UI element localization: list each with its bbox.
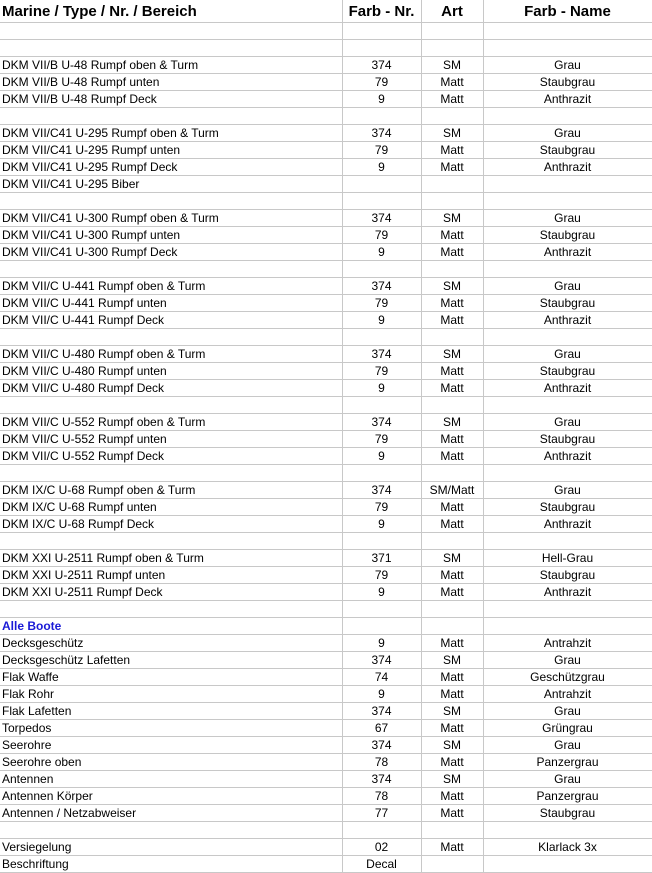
cell-bereich: Antennen	[0, 771, 342, 788]
table-row	[0, 244, 652, 261]
header-bereich: Marine / Type / Nr. / Bereich	[0, 0, 342, 23]
cell-farb-nr	[342, 193, 421, 210]
cell-bereich	[0, 108, 342, 125]
cell-bereich: DKM VII/C41 U-295 Rumpf unten	[0, 142, 342, 159]
table-row	[0, 618, 652, 635]
cell-farb-name: Grau	[483, 346, 652, 363]
cell-farb-nr: 79	[342, 295, 421, 312]
cell-farb-nr: 74	[342, 669, 421, 686]
cell-art	[421, 176, 483, 193]
cell-bereich: DKM VII/C41 U-295 Biber	[0, 176, 342, 193]
cell-farb-name: Staubgrau	[483, 567, 652, 584]
header-farb-nr: Farb - Nr.	[342, 0, 421, 23]
cell-art: Matt	[421, 635, 483, 652]
table-row	[0, 312, 652, 329]
cell-farb-nr: 9	[342, 312, 421, 329]
cell-art: Matt	[421, 448, 483, 465]
table-row	[0, 431, 652, 448]
cell-farb-nr: 9	[342, 516, 421, 533]
cell-farb-nr: 79	[342, 567, 421, 584]
cell-bereich	[0, 23, 342, 40]
cell-farb-name: Anthrazit	[483, 91, 652, 108]
cell-bereich	[0, 601, 342, 618]
section-label: Alle Boote	[0, 618, 342, 635]
cell-bereich: DKM VII/B U-48 Rumpf Deck	[0, 91, 342, 108]
table-row	[0, 584, 652, 601]
cell-farb-name	[483, 618, 652, 635]
cell-art: Matt	[421, 516, 483, 533]
cell-farb-nr: 374	[342, 771, 421, 788]
table-row	[0, 652, 652, 669]
cell-farb-nr: 374	[342, 278, 421, 295]
cell-farb-name: Staubgrau	[483, 431, 652, 448]
table-row	[0, 635, 652, 652]
table-row	[0, 346, 652, 363]
cell-art	[421, 108, 483, 125]
cell-farb-nr: 374	[342, 482, 421, 499]
cell-farb-name: Staubgrau	[483, 295, 652, 312]
cell-farb-name: Panzergrau	[483, 788, 652, 805]
cell-art: SM	[421, 414, 483, 431]
cell-farb-name: Grau	[483, 414, 652, 431]
table-row	[0, 720, 652, 737]
table-row	[0, 669, 652, 686]
cell-bereich: DKM VII/C U-552 Rumpf oben & Turm	[0, 414, 342, 431]
cell-bereich: Decksgeschütz Lafetten	[0, 652, 342, 669]
cell-art	[421, 465, 483, 482]
cell-farb-nr: 67	[342, 720, 421, 737]
cell-bereich: DKM VII/C U-441 Rumpf oben & Turm	[0, 278, 342, 295]
cell-art: Matt	[421, 754, 483, 771]
cell-farb-name: Anthrazit	[483, 584, 652, 601]
cell-bereich: DKM VII/C U-552 Rumpf unten	[0, 431, 342, 448]
cell-farb-nr	[342, 23, 421, 40]
table-row	[0, 40, 652, 57]
table-body	[0, 23, 652, 873]
cell-farb-name	[483, 822, 652, 839]
cell-farb-nr	[342, 533, 421, 550]
cell-farb-name: Grau	[483, 652, 652, 669]
cell-art: Matt	[421, 499, 483, 516]
cell-farb-nr: 79	[342, 363, 421, 380]
cell-farb-name: Anthrazit	[483, 312, 652, 329]
cell-farb-name: Grau	[483, 771, 652, 788]
cell-art: SM	[421, 57, 483, 74]
cell-farb-nr: 9	[342, 380, 421, 397]
cell-art: Matt	[421, 839, 483, 856]
table-row	[0, 108, 652, 125]
cell-art: Matt	[421, 363, 483, 380]
cell-farb-nr: 79	[342, 431, 421, 448]
table-row	[0, 839, 652, 856]
cell-farb-name: Grau	[483, 737, 652, 754]
cell-art: Matt	[421, 74, 483, 91]
table-row	[0, 550, 652, 567]
table-row	[0, 465, 652, 482]
table-row	[0, 227, 652, 244]
cell-art	[421, 329, 483, 346]
cell-farb-nr: 374	[342, 737, 421, 754]
cell-farb-name	[483, 23, 652, 40]
table-row	[0, 805, 652, 822]
cell-farb-nr: 79	[342, 499, 421, 516]
cell-farb-nr: 78	[342, 754, 421, 771]
cell-art: Matt	[421, 669, 483, 686]
cell-farb-nr: 371	[342, 550, 421, 567]
cell-bereich: DKM IX/C U-68 Rumpf unten	[0, 499, 342, 516]
cell-art: SM	[421, 125, 483, 142]
cell-farb-nr: 79	[342, 74, 421, 91]
header-art: Art	[421, 0, 483, 23]
cell-farb-name: Staubgrau	[483, 142, 652, 159]
cell-art: SM	[421, 346, 483, 363]
cell-farb-nr	[342, 822, 421, 839]
cell-farb-nr: 374	[342, 57, 421, 74]
cell-farb-name: Antrahzit	[483, 686, 652, 703]
cell-bereich: Beschriftung	[0, 856, 342, 873]
table-row	[0, 210, 652, 227]
cell-art: Matt	[421, 312, 483, 329]
cell-bereich: Decksgeschütz	[0, 635, 342, 652]
cell-farb-name	[483, 261, 652, 278]
cell-farb-nr: 9	[342, 635, 421, 652]
cell-farb-nr: Decal	[342, 856, 421, 873]
cell-farb-name: Grau	[483, 703, 652, 720]
table-row	[0, 703, 652, 720]
cell-art	[421, 397, 483, 414]
cell-bereich: DKM IX/C U-68 Rumpf Deck	[0, 516, 342, 533]
table-row	[0, 754, 652, 771]
cell-farb-name: Anthrazit	[483, 516, 652, 533]
cell-bereich: DKM VII/C U-480 Rumpf unten	[0, 363, 342, 380]
cell-bereich: Flak Lafetten	[0, 703, 342, 720]
cell-bereich: Flak Rohr	[0, 686, 342, 703]
table-row	[0, 499, 652, 516]
cell-art: Matt	[421, 788, 483, 805]
table-row	[0, 686, 652, 703]
cell-farb-nr: 9	[342, 91, 421, 108]
cell-bereich	[0, 822, 342, 839]
table-row	[0, 295, 652, 312]
cell-art	[421, 23, 483, 40]
table-row	[0, 414, 652, 431]
cell-bereich: DKM VII/C41 U-295 Rumpf oben & Turm	[0, 125, 342, 142]
cell-farb-nr: 79	[342, 142, 421, 159]
cell-bereich	[0, 397, 342, 414]
cell-farb-nr: 77	[342, 805, 421, 822]
cell-farb-name: Grüngrau	[483, 720, 652, 737]
cell-bereich	[0, 329, 342, 346]
cell-bereich: DKM VII/C41 U-300 Rumpf unten	[0, 227, 342, 244]
table-row	[0, 482, 652, 499]
cell-art: Matt	[421, 244, 483, 261]
cell-art: Matt	[421, 720, 483, 737]
cell-bereich: DKM IX/C U-68 Rumpf oben & Turm	[0, 482, 342, 499]
cell-bereich: DKM XXI U-2511 Rumpf unten	[0, 567, 342, 584]
table-row	[0, 448, 652, 465]
cell-bereich: Torpedos	[0, 720, 342, 737]
cell-farb-name: Staubgrau	[483, 74, 652, 91]
cell-art: SM/Matt	[421, 482, 483, 499]
cell-art: Matt	[421, 142, 483, 159]
cell-art: SM	[421, 652, 483, 669]
cell-bereich: DKM VII/C U-480 Rumpf Deck	[0, 380, 342, 397]
cell-farb-name: Panzergrau	[483, 754, 652, 771]
table-row	[0, 261, 652, 278]
cell-farb-nr	[342, 465, 421, 482]
cell-bereich: Antennen Körper	[0, 788, 342, 805]
table-row	[0, 91, 652, 108]
cell-art: Matt	[421, 91, 483, 108]
table-row	[0, 397, 652, 414]
cell-bereich: DKM XXI U-2511 Rumpf oben & Turm	[0, 550, 342, 567]
table-row	[0, 278, 652, 295]
cell-farb-name	[483, 856, 652, 873]
cell-art	[421, 193, 483, 210]
cell-art: SM	[421, 771, 483, 788]
cell-art	[421, 261, 483, 278]
table-row	[0, 856, 652, 873]
header-farb-name: Farb - Name	[483, 0, 652, 23]
cell-farb-name	[483, 533, 652, 550]
cell-farb-nr: 9	[342, 686, 421, 703]
header-row	[0, 0, 652, 23]
cell-farb-nr: 374	[342, 414, 421, 431]
cell-bereich: DKM VII/C41 U-300 Rumpf Deck	[0, 244, 342, 261]
cell-farb-nr	[342, 108, 421, 125]
cell-bereich: Seerohre oben	[0, 754, 342, 771]
table-row	[0, 57, 652, 74]
cell-farb-nr: 374	[342, 346, 421, 363]
cell-farb-nr: 9	[342, 244, 421, 261]
cell-art	[421, 822, 483, 839]
cell-farb-nr: 374	[342, 125, 421, 142]
cell-art: Matt	[421, 227, 483, 244]
cell-bereich: DKM VII/C41 U-300 Rumpf oben & Turm	[0, 210, 342, 227]
cell-farb-name: Staubgrau	[483, 805, 652, 822]
cell-farb-name: Anthrazit	[483, 159, 652, 176]
cell-bereich: Seerohre	[0, 737, 342, 754]
cell-farb-nr: 9	[342, 448, 421, 465]
cell-farb-name	[483, 397, 652, 414]
cell-farb-nr	[342, 176, 421, 193]
cell-farb-name: Grau	[483, 210, 652, 227]
cell-bereich: DKM VII/C U-552 Rumpf Deck	[0, 448, 342, 465]
cell-farb-name	[483, 176, 652, 193]
cell-art	[421, 856, 483, 873]
cell-art: Matt	[421, 805, 483, 822]
cell-art: Matt	[421, 686, 483, 703]
table-row	[0, 23, 652, 40]
cell-farb-nr: 374	[342, 652, 421, 669]
cell-farb-nr: 374	[342, 210, 421, 227]
table-row	[0, 125, 652, 142]
cell-art	[421, 618, 483, 635]
cell-bereich	[0, 193, 342, 210]
table-row	[0, 567, 652, 584]
cell-farb-name	[483, 193, 652, 210]
cell-farb-nr: 9	[342, 159, 421, 176]
cell-bereich: DKM VII/B U-48 Rumpf unten	[0, 74, 342, 91]
table-row	[0, 601, 652, 618]
cell-art: SM	[421, 703, 483, 720]
table-row	[0, 142, 652, 159]
cell-farb-name	[483, 108, 652, 125]
cell-art	[421, 601, 483, 618]
cell-art: SM	[421, 737, 483, 754]
cell-farb-name: Grau	[483, 482, 652, 499]
cell-art	[421, 533, 483, 550]
table-row	[0, 516, 652, 533]
cell-art: SM	[421, 278, 483, 295]
cell-farb-name	[483, 329, 652, 346]
cell-bereich: DKM VII/C U-441 Rumpf unten	[0, 295, 342, 312]
table-row	[0, 74, 652, 91]
table-row	[0, 380, 652, 397]
cell-art: Matt	[421, 567, 483, 584]
cell-farb-nr	[342, 618, 421, 635]
cell-farb-name: Anthrazit	[483, 380, 652, 397]
cell-farb-name: Grau	[483, 278, 652, 295]
cell-art	[421, 40, 483, 57]
cell-bereich: DKM VII/C U-480 Rumpf oben & Turm	[0, 346, 342, 363]
cell-farb-nr: 02	[342, 839, 421, 856]
table-row	[0, 363, 652, 380]
cell-farb-name	[483, 40, 652, 57]
cell-farb-name: Antrahzit	[483, 635, 652, 652]
cell-farb-name: Geschützgrau	[483, 669, 652, 686]
cell-bereich	[0, 533, 342, 550]
cell-bereich: Flak Waffe	[0, 669, 342, 686]
cell-farb-nr: 79	[342, 227, 421, 244]
cell-art: Matt	[421, 159, 483, 176]
cell-bereich: DKM VII/B U-48 Rumpf oben & Turm	[0, 57, 342, 74]
cell-farb-nr: 78	[342, 788, 421, 805]
cell-bereich	[0, 261, 342, 278]
cell-bereich	[0, 40, 342, 57]
cell-farb-nr	[342, 329, 421, 346]
cell-art: SM	[421, 210, 483, 227]
cell-farb-nr	[342, 40, 421, 57]
cell-art: Matt	[421, 431, 483, 448]
cell-farb-name	[483, 465, 652, 482]
table-row	[0, 329, 652, 346]
cell-art: SM	[421, 550, 483, 567]
cell-farb-name: Anthrazit	[483, 448, 652, 465]
cell-art: Matt	[421, 380, 483, 397]
cell-farb-nr	[342, 397, 421, 414]
table-row	[0, 193, 652, 210]
cell-farb-name: Grau	[483, 125, 652, 142]
cell-farb-nr: 9	[342, 584, 421, 601]
cell-farb-nr	[342, 261, 421, 278]
cell-bereich: DKM VII/C U-441 Rumpf Deck	[0, 312, 342, 329]
cell-bereich: DKM VII/C41 U-295 Rumpf Deck	[0, 159, 342, 176]
table-row	[0, 176, 652, 193]
cell-farb-name: Anthrazit	[483, 244, 652, 261]
table-row	[0, 159, 652, 176]
table-row	[0, 822, 652, 839]
cell-farb-name: Staubgrau	[483, 363, 652, 380]
table-row	[0, 737, 652, 754]
cell-farb-name: Hell-Grau	[483, 550, 652, 567]
cell-farb-name: Staubgrau	[483, 227, 652, 244]
cell-farb-name: Staubgrau	[483, 499, 652, 516]
cell-farb-name: Klarlack 3x	[483, 839, 652, 856]
cell-bereich	[0, 465, 342, 482]
cell-bereich: DKM XXI U-2511 Rumpf Deck	[0, 584, 342, 601]
cell-farb-name: Grau	[483, 57, 652, 74]
cell-art: Matt	[421, 584, 483, 601]
cell-farb-nr: 374	[342, 703, 421, 720]
cell-bereich: Versiegelung	[0, 839, 342, 856]
table-row	[0, 771, 652, 788]
cell-art: Matt	[421, 295, 483, 312]
cell-farb-nr	[342, 601, 421, 618]
cell-farb-name	[483, 601, 652, 618]
cell-bereich: Antennen / Netzabweiser	[0, 805, 342, 822]
table-row	[0, 533, 652, 550]
table-row	[0, 788, 652, 805]
